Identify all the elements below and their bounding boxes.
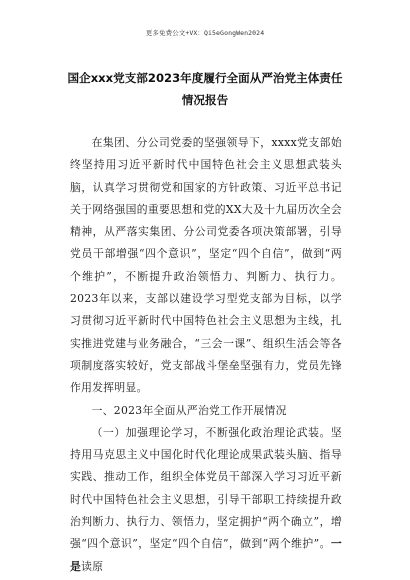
header-note: 更多免费公文+VX：Qi5eGongWen2024	[145, 29, 265, 37]
document-body	[70, 132, 342, 578]
subsection-text: （一）加强理论学习，不断强化政治理论武装。坚持用马克思主义中国化时代化理论成果武装头脑、指导实践、推动工作，组织全体党员干部深入学习习近平新时代中国特色社会主义思想，引导干部职工持续提升政治判断力、执行力、领悟力，坚定拥护“两个确立”，增强“四个意识”，坚定“四个自信”，做到“两个维护”。	[70, 425, 342, 551]
document-title: 国企xxx党支部2023年度履行全面从严治党主体责任情况报告	[67, 71, 343, 107]
bold-lead-text: 一是	[70, 537, 342, 573]
subsection-paragraph	[70, 422, 342, 578]
section-heading: 一、2023年全面从严治党工作开展情况	[91, 403, 287, 417]
subsection-tail-text: 读原	[81, 559, 104, 573]
intro-paragraph: 在集团、分公司党委的坚强领导下，xxxx党支部始终坚持用习近平新时代中国特色社会主义思想武装头脑，认真学习贯彻党和国家的方针政策、习近平总书记关于网络强国的重要思想和党的XX大及十九届历次全会精神，从严落实集团、分公司党委各项决策部署，引导党员干部增强“四个意识”，坚定“四个自信”，做到“两个维护”，不断提升政治领悟力、判断力、执行力。2023年以来，支部以建设学习型党支部为目标，以学习贯彻习近平新时代中国特色社会主义思想为主线，扎实推进党建与业务融合，“三会一课”、组织生活会等各项制度落实较好，党支部战斗堡垒坚强有力，党员先锋作用发挥明显。	[70, 136, 342, 395]
